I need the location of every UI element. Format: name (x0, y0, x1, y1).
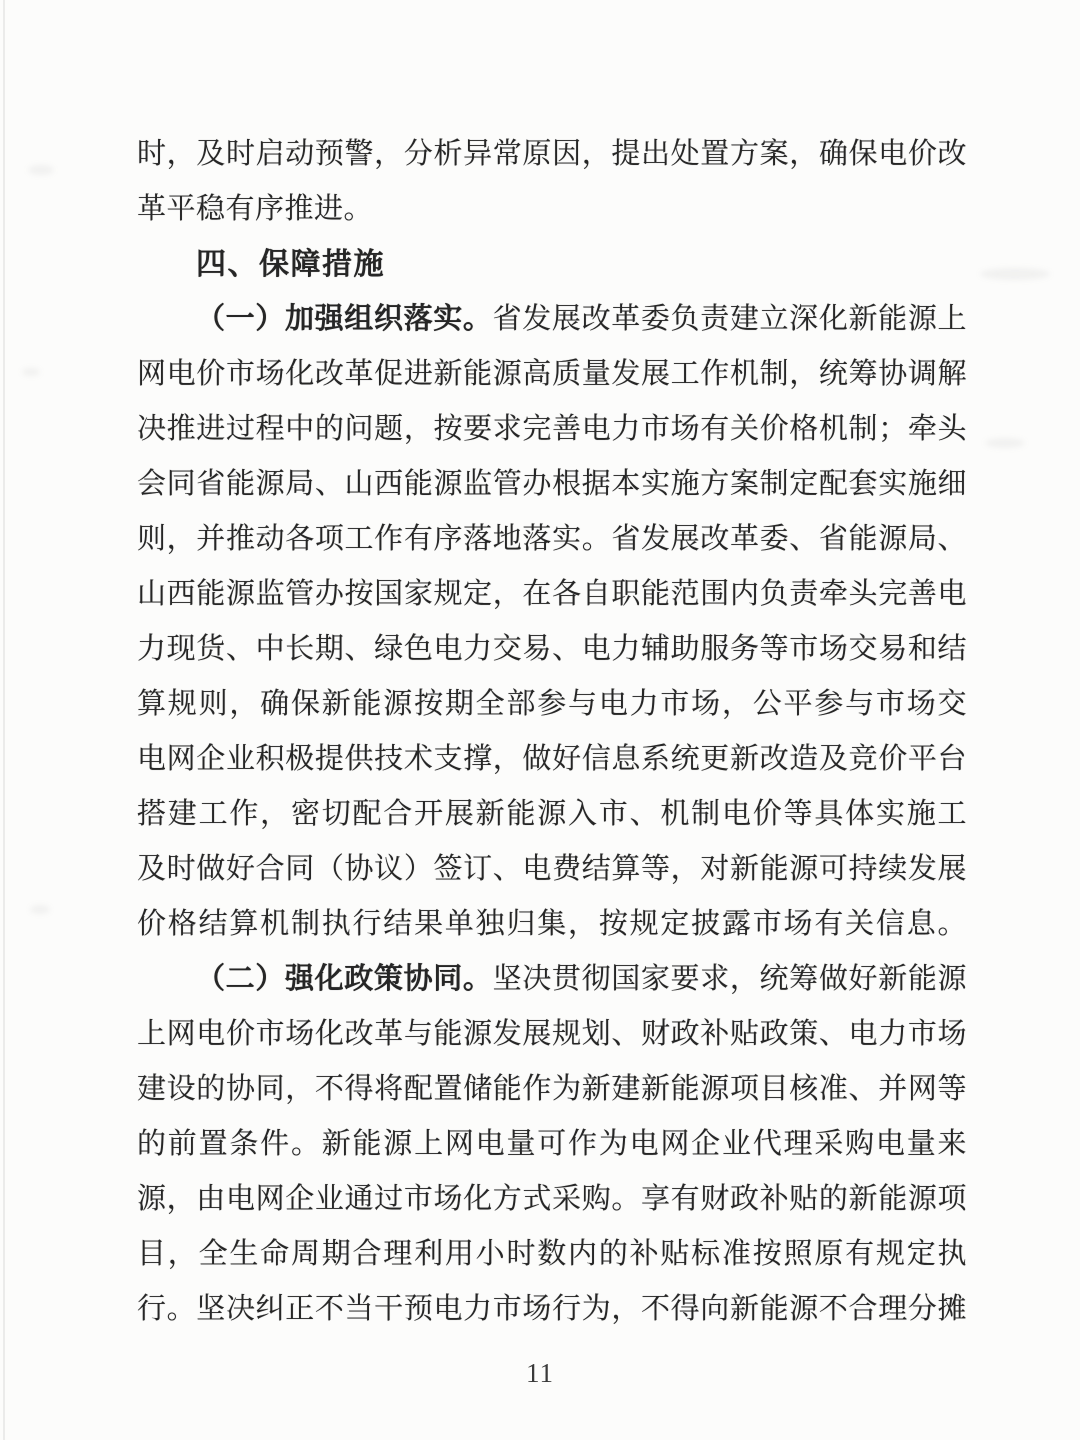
text-line: 力现货、中长期、绿色电力交易、电力辅助服务等市场交易和结 (137, 633, 967, 665)
text-line: 网电价市场化改革促进新能源高质量发展工作机制，统筹协调解 (137, 358, 967, 390)
text-line: 电网企业积极提供技术支撑，做好信息系统更新改造及竞价平台 (137, 743, 967, 775)
text-line: 决推进过程中的问题，按要求完善电力市场有关价格机制；牵头 (137, 413, 967, 445)
scan-smudge (985, 438, 1025, 448)
text-line: 行。坚决纠正不当干预电力市场行为，不得向新能源不合理分摊 (137, 1293, 967, 1325)
page-number: 11 (526, 1358, 554, 1388)
text-line: 时，及时启动预警，分析异常原因，提出处置方案，确保电价改 (137, 138, 967, 170)
text-line: 目，全生命周期合理利用小时数内的补贴标准按照原有规定执 (137, 1238, 967, 1270)
text-line: 革平稳有序推进。 (137, 193, 374, 225)
text-line: 搭建工作，密切配合开展新能源入市、机制电价等具体实施工 (137, 798, 967, 830)
scan-smudge (28, 165, 54, 175)
subsection-2-lead-line: （二）强化政策协同。坚决贯彻国家要求，统筹做好新能源 (196, 963, 967, 995)
bold-lead: （二）强化政策协同。 (196, 963, 493, 995)
text-line: 山西能源监管办按国家规定，在各自职能范围内负责牵头完善电 (137, 578, 967, 610)
document-lines (137, 127, 967, 1337)
bold-lead: （一）加强组织落实。 (196, 303, 493, 335)
subsection-1-lead-line: （一）加强组织落实。省发展改革委负责建立深化新能源上 (196, 303, 967, 335)
scan-smudge (980, 268, 1050, 280)
text-line: 会同省能源局、山西能源监管办根据本实施方案制定配套实施细 (137, 468, 967, 500)
section-heading: 四、保障措施 (196, 248, 385, 281)
text-line: 价格结算机制执行结果单独归集，按规定披露市场有关信息。 (137, 908, 967, 940)
text-line: 则，并推动各项工作有序落地落实。省发展改革委、省能源局、 (137, 523, 967, 555)
text-line: 的前置条件。新能源上网电量可作为电网企业代理采购电量来 (137, 1128, 967, 1160)
text-line: 建设的协同，不得将配置储能作为新建新能源项目核准、并网等 (137, 1073, 967, 1105)
text-line: 算规则，确保新能源按期全部参与电力市场，公平参与市场交 (137, 688, 967, 720)
scan-smudge (30, 905, 50, 914)
text-line: 源，由电网企业通过市场化方式采购。享有财政补贴的新能源项 (137, 1183, 967, 1215)
scan-edge-artifact (3, 0, 5, 1440)
text-line: 及时做好合同（协议）签订、电费结算等，对新能源可持续发展 (137, 853, 967, 885)
text-line: 上网电价市场化改革与能源发展规划、财政补贴政策、电力市场 (137, 1018, 967, 1050)
scan-smudge (22, 368, 40, 376)
